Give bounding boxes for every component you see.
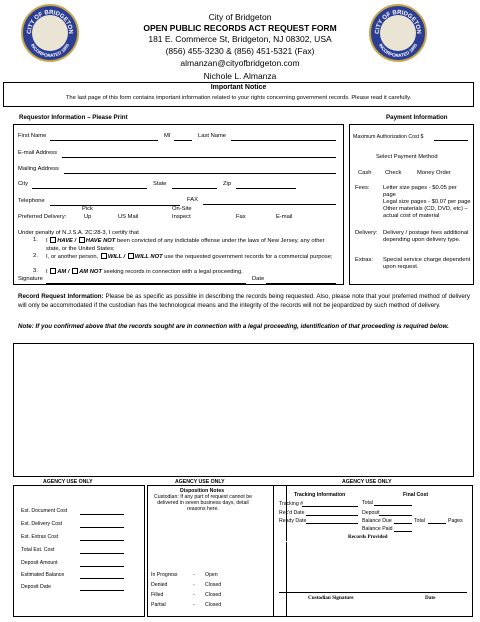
delivery-email-option[interactable]: E-mail	[276, 214, 293, 220]
fees-label: Fees:	[355, 185, 370, 191]
address: 181 E. Commerce St, Bridgeton, NJ 08302, USA	[148, 34, 332, 44]
cert1-have-checkbox[interactable]	[50, 237, 56, 243]
email-field[interactable]	[62, 157, 336, 158]
mi-label: MI	[164, 133, 171, 139]
custodian-name: Nichole L. Almanza	[203, 71, 277, 81]
cert2-text: use the requested government records for a commercial purpose;	[164, 254, 333, 260]
penalty-text: Under penalty of N.J.S.A. 2C:28-3, I certify that	[18, 230, 139, 236]
date-field[interactable]	[266, 283, 336, 284]
svg-text:INCORPORATED 1865: INCORPORATED 1865	[377, 42, 419, 59]
balance-due-field[interactable]	[394, 523, 412, 524]
recd-date-field[interactable]	[306, 515, 358, 516]
cert3-amnot: AM NOT	[79, 269, 102, 275]
agency-header-1: AGENCY USE ONLY	[43, 479, 93, 485]
cert1-havenot-checkbox[interactable]	[79, 237, 85, 243]
status-denied[interactable]: Denied	[151, 582, 168, 588]
first-name-field[interactable]	[50, 140, 158, 141]
record-request-area[interactable]	[13, 343, 474, 477]
cert1-i: I	[46, 238, 48, 244]
status-dash: -	[193, 602, 195, 608]
status-dash: -	[193, 572, 195, 578]
phone: (856) 455-3230 & (856) 451-5321 (Fax)	[165, 46, 315, 56]
legal-note	[18, 323, 470, 332]
cert1-havenot: HAVE NOT	[85, 238, 116, 244]
fees-list	[383, 185, 471, 220]
balance-due-label: Balance Due	[362, 518, 392, 524]
est-document-cost: Est. Document Cost	[21, 508, 68, 514]
status-closed[interactable]: Closed	[205, 592, 222, 598]
fee-other: Other materials (CD, DVD, etc) – actual cost of material	[383, 206, 468, 219]
record-request-info	[18, 293, 470, 310]
est-delivery-cost: Est. Delivery Cost	[21, 521, 63, 527]
cert2-prefix: I, or another person,	[46, 254, 99, 260]
pages-label: Pages	[448, 518, 463, 524]
email-label: E-mail Address	[18, 150, 57, 156]
zip-label: Zip	[223, 181, 232, 187]
cert2-will: WILL /	[107, 254, 126, 260]
status-closed[interactable]: Closed	[205, 602, 222, 608]
ready-date-label: Ready Date	[279, 518, 307, 524]
telephone-field[interactable]	[50, 205, 180, 206]
signature-label: Signature	[18, 276, 43, 282]
pick-label: Pick	[82, 206, 93, 212]
cert3-amnot-checkbox[interactable]	[72, 268, 78, 274]
deposit-date: Deposit Date	[21, 584, 51, 590]
cert2-number: 2.	[33, 253, 38, 259]
disposition-text: Custodian: If any part of request cannot be delivered in seven business days, detail reasons here.	[153, 494, 253, 512]
record-request-label: Record Request Information:	[18, 293, 104, 300]
delivery-text: Delivery / postage fees additional depending upon delivery type.	[383, 230, 469, 243]
disposition-title: Disposition Notes	[180, 488, 225, 494]
payment-money-order[interactable]: Money Order	[417, 170, 451, 176]
total-est-cost: Total Est. Cost	[21, 547, 55, 553]
total-est-cost-field[interactable]	[80, 553, 124, 554]
extras-text: Special service charge dependent upon request.	[383, 257, 471, 270]
status-filled[interactable]: Filled	[151, 592, 164, 598]
tracking-no-field[interactable]	[302, 506, 358, 507]
status-dash: -	[193, 592, 195, 598]
requestor-heading: Requestor Information – Please Print	[19, 114, 128, 121]
custodian-signature-label: Custodian Signature	[308, 595, 354, 601]
estimated-balance: Estimated Balance	[21, 572, 65, 578]
tracking-no-label: Tracking #	[279, 501, 304, 507]
delivery-fax-option[interactable]: Fax	[236, 214, 246, 220]
records-provided-label: Records Provided	[348, 534, 388, 540]
svg-text:CITY OF BRIDGETON: CITY OF BRIDGETON	[26, 9, 74, 35]
payment-cash[interactable]: Cash	[358, 170, 372, 176]
extras-label: Extras:	[355, 257, 374, 263]
payment-heading: Payment Information	[386, 114, 448, 121]
fax-field[interactable]	[203, 204, 336, 205]
recd-date-label: Rec'd Date	[279, 510, 305, 516]
fee-letter: Letter size pages - $0.05 per page	[383, 185, 457, 198]
date-label: Date	[252, 276, 265, 282]
cert1	[46, 237, 336, 253]
status-partial[interactable]: Partial	[151, 602, 166, 608]
payment-method-label: Select Payment Method	[376, 154, 438, 160]
status-dash: -	[193, 582, 195, 588]
records-provided-area[interactable]	[279, 541, 467, 593]
onsite-label: On-Site	[172, 206, 192, 212]
est-extras-cost-field[interactable]	[80, 540, 124, 541]
deposit-label: Deposit	[362, 510, 380, 516]
custodian-signature-field[interactable]	[279, 592, 467, 593]
notice-title: Important Notice	[210, 84, 267, 91]
preferred-delivery-label: Preferred Delivery:	[18, 214, 67, 220]
deposit-amount: Deposit Amount	[21, 560, 58, 566]
zip-field[interactable]	[236, 188, 296, 189]
max-auth-field[interactable]	[434, 140, 468, 141]
deposit-field[interactable]	[379, 515, 412, 516]
tracking-title: Tracking Information	[294, 492, 346, 498]
form-title: OPEN PUBLIC RECORDS ACT REQUEST FORM	[143, 23, 337, 33]
delivery-pickup-option[interactable]: Up	[84, 214, 92, 220]
cert3	[46, 268, 336, 275]
signature-field[interactable]	[46, 283, 246, 284]
estimated-balance-field[interactable]	[80, 578, 124, 579]
final-total-field[interactable]	[374, 505, 412, 506]
cert1-text: been convicted of any indictable offense under the laws of New Jersey, any other state, or the United States;	[46, 238, 325, 252]
city-field[interactable]	[32, 188, 147, 189]
final-cost-title: Final Cost	[403, 492, 429, 498]
max-auth-label: Maximum Authorization Cost $	[353, 134, 424, 140]
balance-paid-field[interactable]	[394, 531, 412, 532]
agency-header-3: AGENCY USE ONLY	[342, 479, 392, 485]
cert3-am: AM /	[57, 269, 70, 275]
record-request-text: Please be as specific as possible in describing the records being requested. Also, please note that your preferred method of delivery will only be accommodated if the custodian has the technological means and the integrity of the records will not be jeopardized by such method of delivery.	[18, 293, 470, 309]
est-delivery-cost-field[interactable]	[80, 527, 124, 528]
est-extras-cost: Est. Extras Cost	[21, 534, 59, 540]
cert3-i: I	[46, 269, 48, 275]
pages-total-label: Total	[414, 518, 425, 524]
state-field[interactable]	[172, 188, 217, 189]
mailing-field[interactable]	[64, 173, 336, 174]
status-closed[interactable]: Closed	[205, 582, 222, 588]
fax-label: FAX	[187, 197, 198, 203]
cert2-willnot: WILL NOT	[134, 254, 163, 260]
agency-header-2: AGENCY USE ONLY	[175, 479, 225, 485]
svg-text:CITY OF BRIDGETON: CITY OF BRIDGETON	[374, 9, 422, 35]
custodian-date-label: Date	[425, 595, 436, 601]
fee-legal: Legal size pages - $0.07 per page	[383, 199, 471, 205]
city-label: City	[18, 181, 28, 187]
status-open[interactable]: Open	[205, 572, 218, 578]
mi-field[interactable]	[174, 140, 192, 141]
cert2-will-checkbox[interactable]	[101, 253, 107, 259]
cert1-have: HAVE /	[57, 238, 77, 244]
est-document-cost-field[interactable]	[80, 514, 124, 515]
delivery-inspect-option[interactable]: Inspect	[172, 214, 191, 220]
deposit-date-field[interactable]	[80, 590, 124, 591]
cert2-willnot-checkbox[interactable]	[128, 253, 134, 259]
city-name: City of Bridgeton	[208, 12, 272, 22]
cert2	[46, 253, 336, 261]
svg-text:INCORPORATED 1865: INCORPORATED 1865	[29, 42, 71, 59]
balance-paid-label: Balance Paid	[362, 526, 393, 532]
note-label: Note:	[18, 323, 34, 330]
important-notice	[3, 82, 474, 107]
notice-text: The last page of this form contains important information related to your rights concerning government records. Please read it carefully.	[65, 95, 412, 101]
telephone-label: Telephone	[18, 198, 45, 204]
cert3-number: 3.	[33, 268, 38, 274]
last-name-label: Last Name	[198, 133, 227, 139]
pages-total-field[interactable]	[428, 523, 446, 524]
status-in-progress[interactable]: In Progress	[151, 572, 178, 578]
first-name-label: First Name	[18, 133, 47, 139]
delivery-usmail-option[interactable]: US Mail	[118, 214, 139, 220]
ready-date-field[interactable]	[306, 523, 358, 524]
payment-check[interactable]: Check	[385, 170, 402, 176]
contact-email[interactable]: almanzan@cityofbridgeton.com	[180, 58, 300, 68]
cert3-am-checkbox[interactable]	[50, 268, 56, 274]
mailing-label: Mailing Address	[18, 166, 59, 172]
final-total-label: Total	[362, 500, 373, 506]
last-name-field[interactable]	[231, 140, 336, 141]
deposit-amount-field[interactable]	[80, 566, 124, 567]
state-label: State	[153, 181, 167, 187]
delivery-label: Delivery:	[355, 230, 378, 236]
cert3-text: seeking records in connection with a legal proceeding.	[103, 269, 243, 275]
note-text: If you confirmed above that the records sought are in connection with a legal proceeding, identification of that proceeding is required below.	[35, 323, 449, 330]
cert1-number: 1.	[33, 237, 38, 243]
